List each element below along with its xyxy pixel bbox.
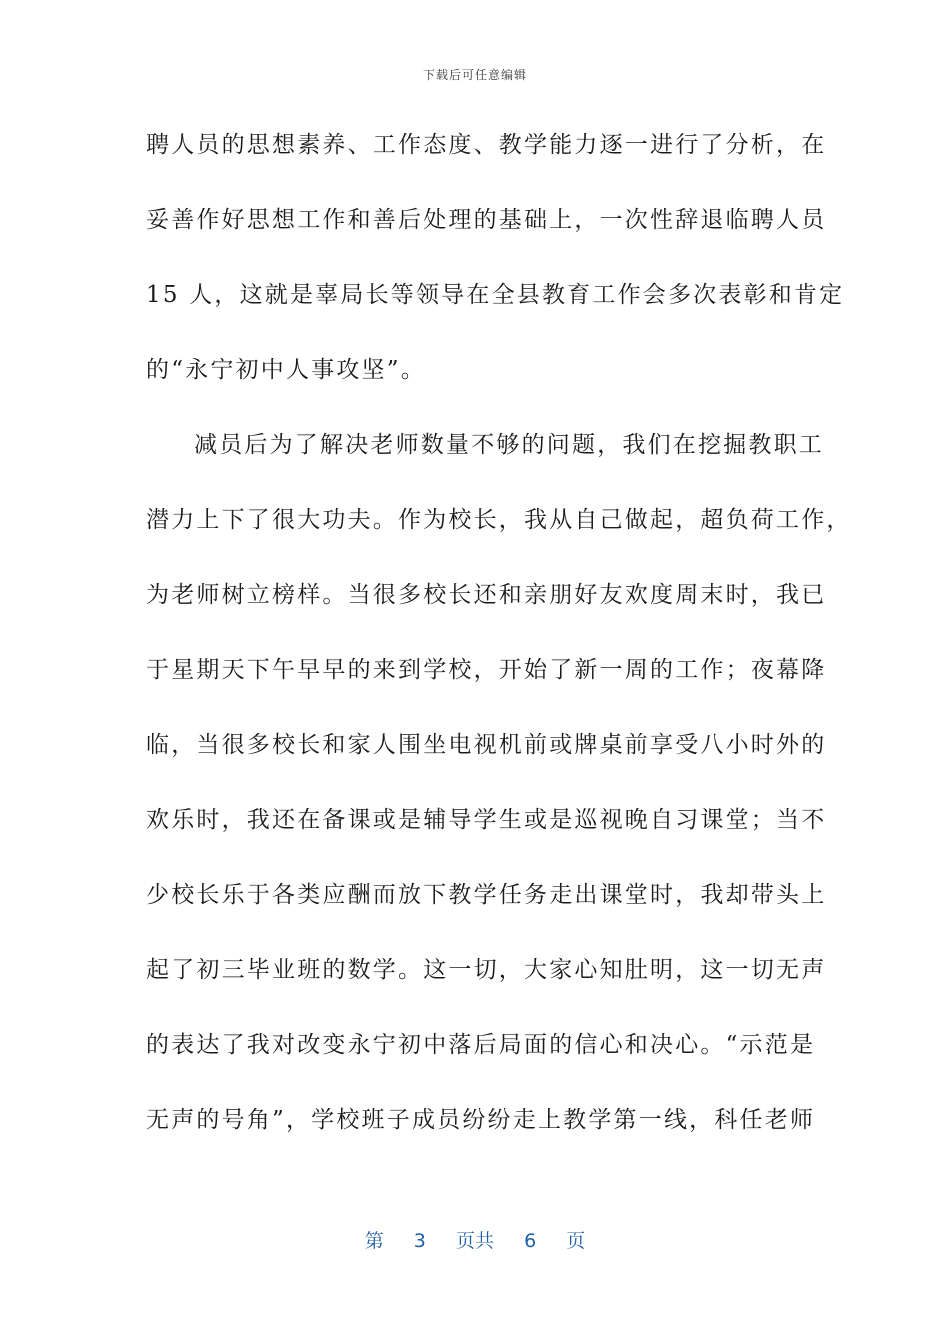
- page-total: 6: [524, 1230, 537, 1252]
- page-current: 3: [413, 1230, 426, 1252]
- text-line: 潜力上下了很大功夫。作为校长，我从自己做起，超负荷工作，: [146, 507, 852, 533]
- text-line: 妥善作好思想工作和善后处理的基础上，一次性辞退临聘人员: [146, 207, 827, 233]
- text-line: 于星期天下午早早的来到学校，开始了新一周的工作；夜幕降: [146, 657, 827, 683]
- text-line: 聘人员的思想素养、工作态度、教学能力逐一进行了分析，在: [146, 132, 827, 158]
- header-note: 下载后可任意编辑: [422, 68, 527, 82]
- paragraph-start-line: 减员后为了解决老师数量不够的问题，我们在挖掘教职工: [194, 432, 824, 458]
- text-line: 起了初三毕业班的数学。这一切，大家心知肚明，这一切无声: [146, 957, 827, 983]
- page-suffix: 页: [566, 1230, 586, 1252]
- text-line: 的表达了我对改变永宁初中落后局面的信心和决心。“示范是: [146, 1032, 816, 1058]
- document-body: [146, 120, 852, 1170]
- text-line: 的“永宁初中人事攻坚”。: [146, 357, 426, 383]
- text-line: 临，当很多校长和家人围坐电视机前或牌桌前享受八小时外的: [146, 732, 827, 758]
- text-line: 无声的号角”，学校班子成员纷纷走上教学第一线，科任老师: [146, 1107, 816, 1133]
- text-line: 少校长乐于各类应酬而放下教学任务走出课堂时，我却带头上: [146, 882, 827, 908]
- text-line: 15 人，这就是辜局长等领导在全县教育工作会多次表彰和肯定: [146, 282, 845, 308]
- page-footer: [0, 1226, 950, 1253]
- page-middle: 页共: [455, 1230, 494, 1252]
- text-line: 欢乐时，我还在备课或是辅导学生或是巡视晚自习课堂；当不: [146, 807, 827, 833]
- text-line: 为老师树立榜样。当很多校长还和亲朋好友欢度周末时，我已: [146, 582, 827, 608]
- page-prefix: 第: [364, 1230, 384, 1252]
